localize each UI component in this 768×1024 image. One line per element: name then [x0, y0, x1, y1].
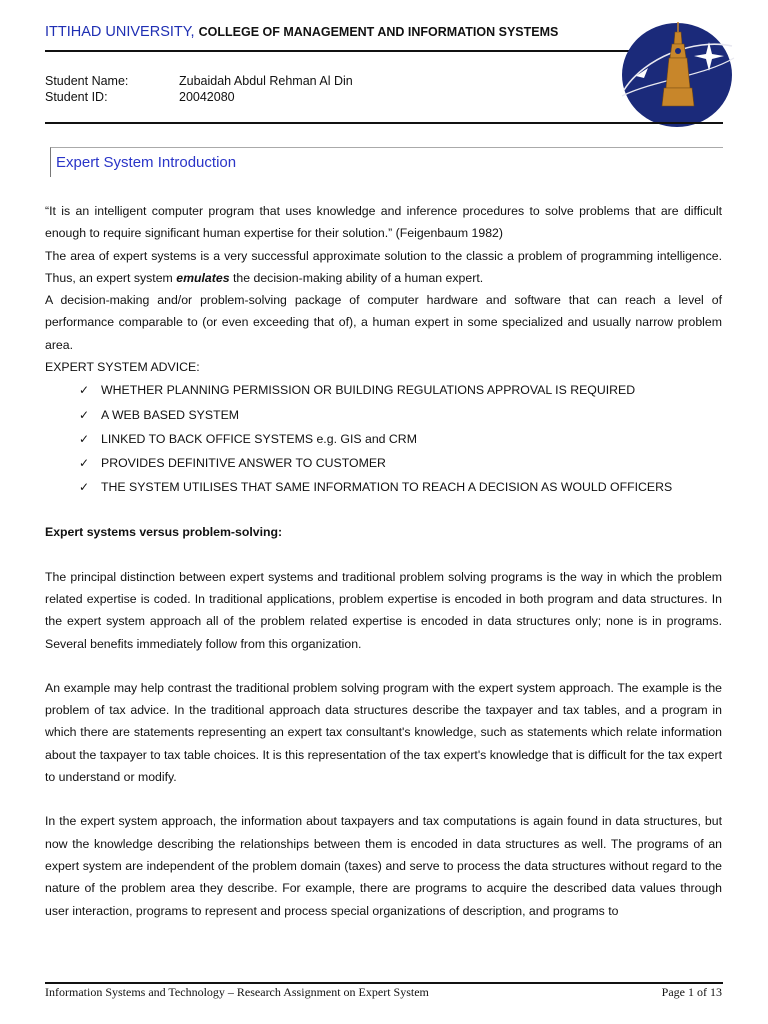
- page-number: Page 1 of 13: [661, 985, 722, 999]
- checkmark-icon: ✓: [79, 455, 90, 470]
- header-title: [45, 24, 558, 40]
- advice-label: EXPERT SYSTEM ADVICE:: [45, 360, 200, 375]
- checkmark-icon: ✓: [79, 431, 90, 446]
- emphasis-text: emulates: [176, 270, 230, 285]
- document-body: [45, 200, 722, 922]
- list-item: ✓ WHETHER PLANNING PERMISSION OR BUILDING REGULATIONS APPROVAL IS REQUIRED: [45, 378, 722, 402]
- subsection-heading: Expert systems versus problem-solving:: [45, 525, 283, 540]
- spacer: [45, 788, 722, 810]
- intro-paragraph-3: A decision-making and/or problem-solving package of computer hardware and software that can reach a level of performance comparable to (or even exceeding that of), a human expert in some specialized and usually narrow problem area.: [45, 293, 722, 352]
- student-name-label: Student Name:: [45, 74, 129, 88]
- list-item: ✓ LINKED TO BACK OFFICE SYSTEMS e.g. GIS and CRM: [45, 427, 722, 451]
- body-paragraph: In the expert system approach, the information about taxpayers and tax computations is again found in data structures, but now the knowledge describing the relationships between them is encoded in data structures as well. The programs of an expert system are independent of the problem domain (taxes) and serve to process the data structures without regard to the nature of the problem area they describe. For example, there are programs to acquire the described data values through user interaction, programs to represent and process special organizations of description, and programs to: [45, 814, 722, 918]
- spacer: [45, 655, 722, 677]
- student-name-value: Zubaidah Abdul Rehman Al Din: [179, 74, 353, 88]
- section-title: Expert System Introduction: [56, 154, 237, 171]
- university-logo-icon: [614, 18, 736, 130]
- student-info: [45, 73, 353, 105]
- checkmark-icon: ✓: [79, 480, 90, 495]
- list-item: ✓ PROVIDES DEFINITIVE ANSWER TO CUSTOMER: [45, 451, 722, 475]
- footer-title: Information Systems and Technology – Research Assignment on Expert System: [45, 985, 429, 999]
- body-paragraph: An example may help contrast the traditional problem solving program with the expert system approach. The example is the problem of tax advice. In the traditional approach data structures describe the taxpayer and tax tables, and a program in which there are statements representing an expert tax consultant's knowledge, such as statements which relate information about the taxpayer to tax table choices. It is this representation of the tax expert's knowledge that is difficult for the tax expert to understand or modify.: [45, 680, 722, 785]
- college-name: COLLEGE OF MANAGEMENT AND INFORMATION SYSTEMS: [198, 25, 559, 39]
- checkmark-icon: ✓: [79, 383, 90, 398]
- footer-rule: [45, 982, 723, 984]
- student-id-value: 20042080: [179, 90, 235, 104]
- section-heading: [50, 147, 723, 177]
- spacer: [45, 544, 722, 566]
- body-paragraph: The principal distinction between expert systems and traditional problem solving programs is the way in which the problem related expertise is coded. In traditional applications, problem expertise is encoded in both program and data structures. In the expert system approach all of the problem related expertise is encoded in data structures only; none is in programs. Several benefits immediately follow from this organization.: [45, 569, 722, 651]
- list-item: ✓ A WEB BASED SYSTEM: [45, 403, 722, 427]
- advice-list: [45, 378, 722, 499]
- university-name: ITTIHAD UNIVERSITY,: [45, 24, 195, 40]
- student-info-rule: [45, 122, 723, 124]
- list-item: ✓ THE SYSTEM UTILISES THAT SAME INFORMATION TO REACH A DECISION AS WOULD OFFICERS: [45, 475, 722, 499]
- student-id-label: Student ID:: [45, 90, 108, 104]
- checkmark-icon: ✓: [79, 407, 90, 422]
- intro-quote: “It is an intelligent computer program that uses knowledge and inference procedures to solve problems that are difficult enough to require significant human expertise for their solution.” (Feigenbaum 1982): [45, 204, 722, 241]
- intro-paragraph-2: The area of expert systems is a very successful approximate solution to the classic a problem of programming intelligence. Thus, an expert system emulates the decision-making ability of a human expert.: [45, 248, 722, 285]
- spacer: [45, 499, 722, 521]
